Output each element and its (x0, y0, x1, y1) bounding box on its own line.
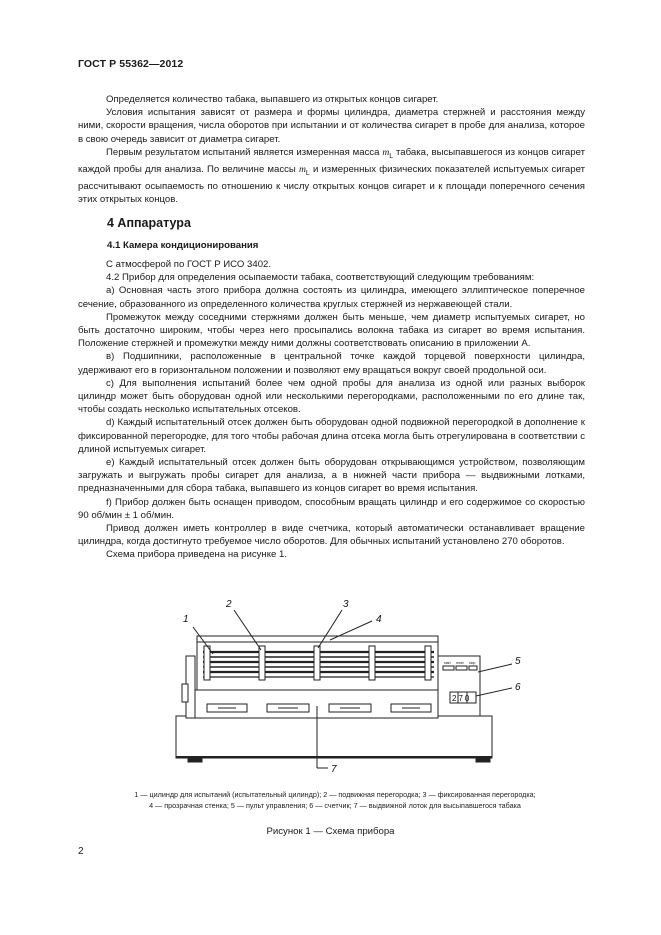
item-b: в) Подшипники, расположенные в центральной точке каждой торцевой поверхности цилиндра, удерживают его в горизонтальном положении и позволяют ему вращаться вокруг своей продольной оси. (78, 351, 585, 376)
partition-4 (369, 646, 375, 680)
item-a-continued: Промежуток между соседними стержнями должен быть меньше, чем диаметр испытуемых сигарет, но быть достаточно широким, чтобы через него просыпались волокна табака из сигарет во время испытания. Положение стержней и промежутки между ними должны соответствовать описанию в приложении А. (78, 311, 585, 350)
item-h: Схема прибора приведена на рисунке 1. (106, 549, 288, 561)
fixed-partition (314, 646, 320, 680)
control-unit (438, 656, 480, 716)
apparatus-base (176, 716, 492, 758)
movable-partition (259, 646, 265, 680)
foot-left (188, 758, 202, 762)
panel-label-reset: reset (456, 661, 464, 665)
item-d: d) Каждый испытательный отсек должен быть оборудован одной подвижной перегородкой в дополнение к фиксированной перегородке, для того чтобы рабочая длина отсека могла быть отрегулирована в соответствии с длиной испытуемых сигарет. (78, 417, 585, 455)
end-partition-right (425, 646, 431, 680)
section-4-1-text: С атмосферой по ГОСТ Р ИСО 3402. (106, 259, 272, 270)
intro-paragraph-2: Условия испытания зависят от размера и формы цилиндра, диаметра стержней и расстояния между ними, скорости вращения, числа оборотов при испытании и от количества сигарет в пробе для анализа, которое в свою очередь зависит от диаметра сигарет. (78, 107, 585, 145)
callout-3: 3 (343, 599, 349, 610)
item-g: Привод должен иметь контроллер в виде счетчика, который автоматически останавливает вращение цилиндра, когда достигнуто требуемое число оборотов. Для обычных испытаний установлено 270 оборотов. (78, 523, 585, 548)
foot-right (476, 758, 490, 762)
section-4-2-intro: 4.2 Прибор для определения осыпаемости табака, соответствующий следующим требованиям: (106, 272, 535, 284)
figure-caption-line-1: 1 — цилиндр для испытаний (испытательный цилиндр); 2 — подвижная перегородка; 3 — фиксированная перегородка; (134, 790, 536, 799)
callout-5: 5 (515, 656, 521, 667)
item-c: с) Для выполнения испытаний более чем одной пробы для анализа из одной или разных выборок цилиндр может быть оборудован одной или несколькими перегородками, расположенными по его длине так, чтобы создать несколько испытательных отсеков. (78, 377, 585, 416)
section-4-1-title: 4.1 Камера кондиционирования (107, 240, 259, 251)
callout-4: 4 (376, 614, 382, 625)
document-header: ГОСТ Р 55362—2012 (78, 58, 184, 70)
page-number: 2 (78, 846, 84, 857)
end-partition-left (204, 646, 210, 680)
callout-2: 2 (226, 599, 232, 610)
item-a: а) Основная часть этого прибора должна состоять из цилиндра, имеющего эллиптическое поперечное сечение, образованного из определенного количества круглых стержней из нержавеющей стали. (78, 285, 585, 310)
intro-paragraph-1: Определяется количество табака, выпавшего из открытых концов сигарет. (106, 94, 439, 105)
counter-value: 270 (452, 694, 472, 703)
callout-7: 7 (331, 764, 337, 775)
panel-label-start: start (444, 661, 451, 665)
callout-6: 6 (515, 682, 521, 693)
item-e: е) Каждый испытательный отсек должен быть оборудован открывающимся устройством, позволяющим загружать и выгружать пробы сигарет для анализа, а в нижней части прибора — выдвижными лотками, предназначенными для сбора табака, выпавшего из концов сигарет во время испытания. (78, 457, 585, 495)
section-4-title: 4 Аппаратура (107, 216, 191, 230)
figure-caption-line-2: 4 — прозрачная стенка; 5 — пульт управления; 6 — счетчик; 7 — выдвижной лоток для высыпавшегося табака (149, 801, 521, 810)
item-f: f) Прибор должен быть оснащен приводом, способным вращать цилиндр и его содержимое со скоростью 90 об/мин ± 1 об/мин. (78, 496, 585, 521)
panel-label-stop: stop (469, 661, 476, 665)
figure-title: Рисунок 1 — Схема прибора (266, 826, 395, 837)
callout-1: 1 (183, 614, 189, 625)
intro-paragraph-3: Первым результатом испытаний является измеренная масса $m_L$ табака, высыпавшегося из концов сигарет каждой пробы для анализа. По величине массы $m_L$ и измеренных физических показателей испытуемых сигарет рассчитывают осыпаемость по отношению к числу открытых концов сигарет и к площади поперечного сечения этих открытых концов. (78, 146, 585, 206)
figure-caption (95, 789, 575, 811)
